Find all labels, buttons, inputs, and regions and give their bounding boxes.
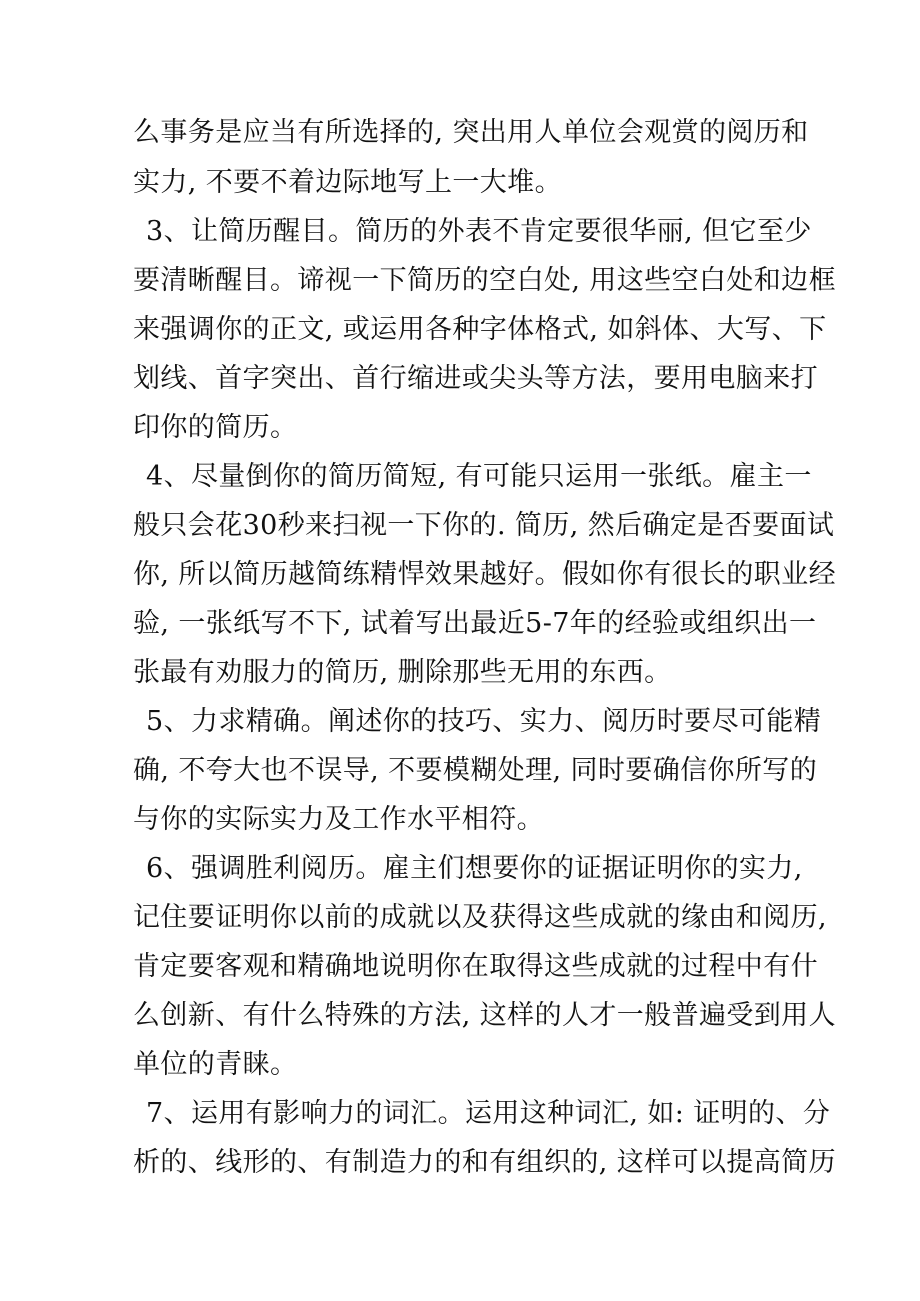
text-line: 析的、线形的、有制造力的和有组织的, 这样可以提高简历 (133, 1147, 836, 1178)
text-line: 么事务是应当有所选择的, 突出用人单位会观赏的阅历和 (133, 117, 809, 148)
text-line: 与你的实际实力及工作水平相符。 (133, 804, 544, 835)
text-line: 印你的简历。 (133, 412, 298, 443)
text-line: 确, 不夸大也不误导, 不要模糊处理, 同时要确信你所写的 (133, 755, 818, 786)
text-line: 实力, 不要不着边际地写上一大堆。 (133, 167, 562, 198)
text-line: 记住要证明你以前的成就以及获得这些成就的缘由和阅历, (133, 902, 827, 933)
text-line: 7、运用有影响力的词汇。运用这种词汇, 如: 证明的、分 (146, 1098, 831, 1129)
text-line: 验, 一张纸写不下, 试着写出最近5-7年的经验或组织出一 (133, 608, 817, 639)
text-line: 来强调你的正文, 或运用各种字体格式, 如斜体、大写、下 (133, 314, 827, 345)
text-line: 3、让简历醒目。简历的外表不肯定要很华丽, 但它至少 (146, 216, 812, 247)
text-line: 么创新、有什么特殊的方法, 这样的人才一般普遍受到用人 (133, 1000, 836, 1031)
text-line: 肯定要客观和精确地说明你在取得这些成就的过程中有什 (133, 951, 818, 982)
text-line: 4、尽量倒你的简历简短, 有可能只运用一张纸。雇主一 (146, 461, 812, 492)
text-line: 划线、首字突出、首行缩进或尖头等方法，要用电脑来打 (133, 363, 818, 394)
text-line: 要清晰醒目。谛视一下简历的空白处, 用这些空白处和边框 (133, 265, 836, 296)
text-line: 般只会花30秒来扫视一下你的. 简历, 然后确定是否要面试 (133, 510, 835, 541)
text-line: 6、强调胜利阅历。雇主们想要你的证据证明你的实力, (146, 853, 803, 884)
text-line: 你, 所以简历越简练精悍效果越好。假如你有很长的职业经 (133, 559, 836, 590)
text-line: 张最有劝服力的简历, 删除那些无用的东西。 (133, 657, 672, 688)
text-line: 单位的青睐。 (133, 1049, 298, 1080)
text-line: 5、力求精确。阐述你的技巧、实力、阅历时要尽可能精 (146, 706, 822, 737)
